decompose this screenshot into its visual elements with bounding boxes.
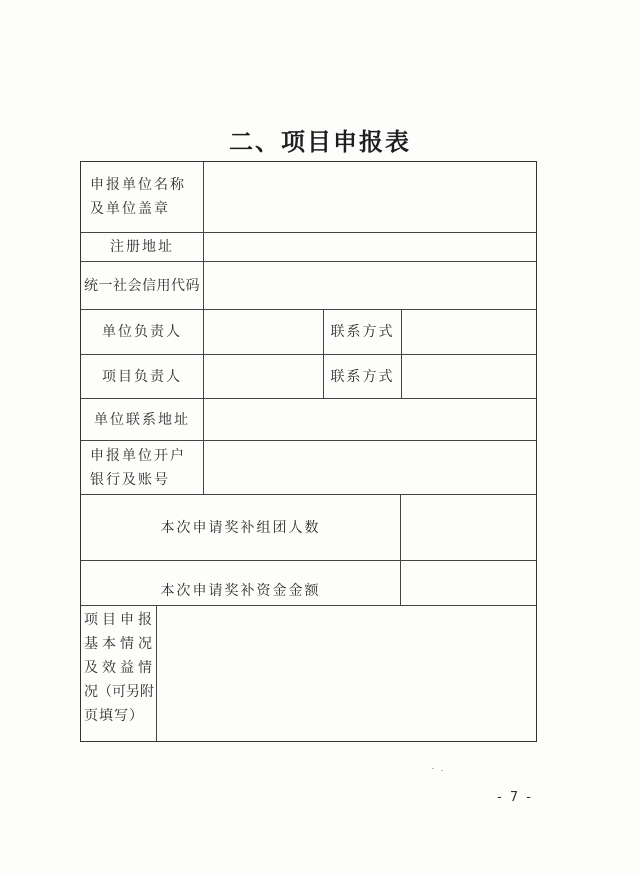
unit-contact-label: 联系方式	[324, 310, 402, 354]
amount-label: 本次申请奖补资金金额	[81, 561, 401, 605]
registered-address-field[interactable]	[204, 233, 536, 261]
scan-speck	[441, 770, 443, 771]
project-contact-field[interactable]	[402, 355, 536, 398]
project-head-label: 项目负责人	[81, 355, 204, 398]
amount-field[interactable]	[401, 561, 536, 605]
application-form	[80, 161, 537, 742]
project-info-label-line5: 页填写）	[84, 708, 144, 724]
unit-head-label: 单位负责人	[81, 310, 204, 354]
row-funding-amount	[81, 561, 536, 606]
bank-field[interactable]	[204, 441, 536, 494]
row-group-count	[81, 495, 536, 561]
applicant-name-label-line1: 申报单位名称	[90, 177, 186, 193]
registered-address-label: 注册地址	[81, 233, 204, 261]
project-info-label-line1: 项目申报	[84, 612, 156, 628]
project-head-field[interactable]	[204, 355, 324, 398]
row-credit-code	[81, 262, 536, 310]
unit-contact-field[interactable]	[402, 310, 536, 354]
project-contact-label: 联系方式	[324, 355, 402, 398]
project-info-label-line2: 基本情况	[84, 636, 156, 652]
credit-code-label: 统一社会信用代码	[81, 262, 204, 309]
bank-label	[81, 441, 204, 494]
unit-address-field[interactable]	[204, 399, 536, 440]
group-count-field[interactable]	[401, 495, 536, 560]
project-info-label-line4: 况（可另附	[84, 684, 154, 700]
row-applicant-name	[81, 162, 536, 233]
row-registered-address	[81, 233, 536, 262]
bank-label-line2: 银行及账号	[90, 471, 170, 488]
bank-label-line1: 申报单位开户	[90, 447, 186, 464]
row-unit-address	[81, 399, 536, 441]
row-project-head	[81, 355, 536, 399]
page-number: - 7 -	[497, 790, 533, 805]
applicant-name-field[interactable]	[204, 162, 536, 232]
row-bank-account	[81, 441, 536, 495]
group-count-label: 本次申请奖补组团人数	[81, 495, 401, 560]
row-project-info	[81, 606, 536, 741]
unit-address-label: 单位联系地址	[81, 399, 204, 440]
scan-speck	[432, 768, 434, 769]
project-info-label	[81, 606, 157, 741]
project-info-label-line3: 及效益情	[84, 660, 156, 676]
credit-code-field[interactable]	[204, 262, 536, 309]
page-title: 二、项目申报表	[229, 127, 411, 156]
row-unit-head	[81, 310, 536, 355]
applicant-name-label	[81, 162, 204, 232]
applicant-name-label-line2: 及单位盖章	[90, 201, 170, 217]
unit-head-field[interactable]	[204, 310, 324, 354]
project-info-field[interactable]	[157, 606, 536, 741]
